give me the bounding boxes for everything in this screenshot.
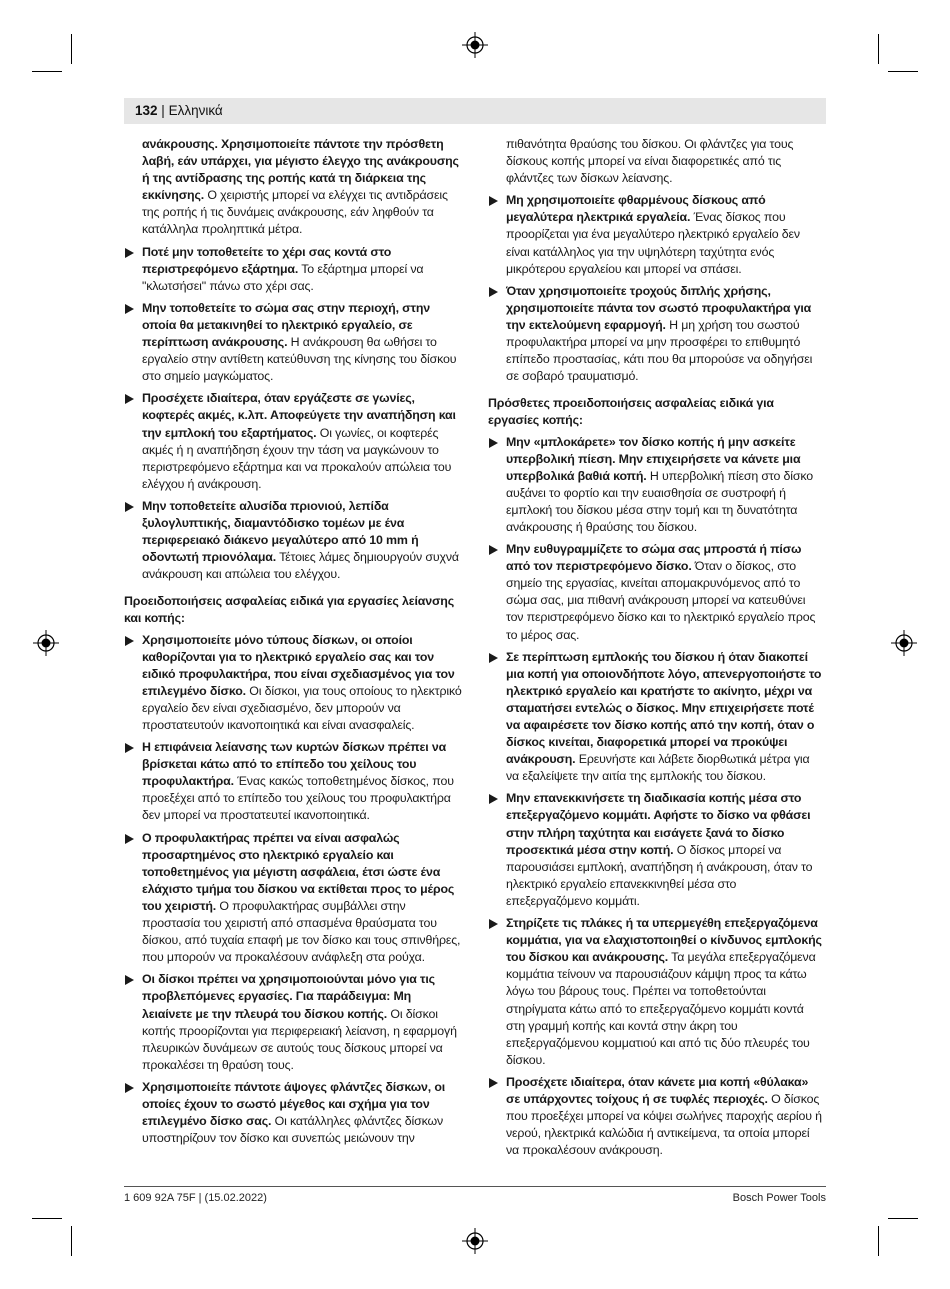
footer-doc-number: 1 609 92A 75F | (15.02.2022) xyxy=(124,1192,267,1204)
item-bold: Προσέχετε ιδιαίτερα, όταν εργάζεστε σε γωνίες, κοφτερές ακμές, κ.λπ. Αποφεύγετε την αναπήδηση και την εμπλοκή του εξαρτήματος. xyxy=(142,391,456,440)
list-item xyxy=(488,192,825,277)
bullet-arrow-icon xyxy=(125,636,134,646)
page-number: 132 xyxy=(135,103,158,118)
list-item xyxy=(488,790,825,910)
item-bold: Οι δίσκοι πρέπει να χρησιμοποιούνται μόνο για τις προβλεπόμενες εργασίες. Για παράδειγμα: Μη λειαίνετε με την πλευρά του δίσκου κοπής. xyxy=(142,972,435,1021)
item-bold: Μη χρησιμοποιείτε φθαρμένους δίσκους από μεγαλύτερα ηλεκτρικά εργαλεία. xyxy=(506,193,766,225)
bullet-arrow-icon xyxy=(489,438,498,448)
bullet-arrow-icon xyxy=(125,502,134,512)
bullet-arrow-icon xyxy=(489,287,498,297)
left-column xyxy=(124,136,462,1152)
list-item xyxy=(488,1074,825,1159)
list-item xyxy=(124,1079,462,1147)
lead-paragraph xyxy=(142,136,462,239)
list-item xyxy=(124,498,462,583)
bullet-arrow-icon xyxy=(125,975,134,985)
bullet-arrow-icon xyxy=(125,248,134,258)
bullet-arrow-icon xyxy=(125,304,134,314)
crop-mark xyxy=(878,1226,879,1256)
list-item xyxy=(124,300,462,385)
bullet-arrow-icon xyxy=(489,196,498,206)
list-item xyxy=(124,632,462,735)
registration-mark-bottom xyxy=(462,1228,488,1254)
bullet-arrow-icon xyxy=(489,1078,498,1088)
item-normal: Οι γωνίες, οι κοφτερές ακμές ή η αναπήδηση έχουν την τάση να μαγκώνουν το περιστρεφόμενο εξάρτημα και να προκαλούν απώλεια του ελέγχου ή ανάκρουση. xyxy=(142,425,452,491)
item-bold: Μην ευθυγραμμίζετε το σώμα σας μπροστά ή πίσω από τον περιστρεφόμενο δίσκο. xyxy=(506,542,802,574)
item-normal: Η ανάκρουση θα ωθήσει το εργαλείο στην αντίθετη κατεύθυνση της κίνησης του δίσκου στο σημείο μαγκώματος. xyxy=(142,335,457,384)
item-normal: Ο προφυλακτήρας συμβάλλει στην προστασία του χειριστή από σπασμένα θραύσματα του δίσκου, από τυχαία επαφή με τον δίσκο και τους σπινθήρες, που μπορούν να προκαλέσουν ανάφλεξη στα ρούχα. xyxy=(142,898,461,965)
item-bold: Η επιφάνεια λείανσης των κυρτών δίσκων πρέπει να βρίσκεται κάτω από το επίπεδο του χείλους του προφυλακτήρα. xyxy=(142,740,447,789)
crop-mark xyxy=(32,71,62,72)
header-language: Ελληνικά xyxy=(168,103,223,118)
item-normal: Οι κατάλληλες φλάντζες δίσκων υποστηρίζουν τον δίσκο και συνεπώς μειώνουν την xyxy=(142,1114,444,1146)
item-bold: Όταν χρησιμοποιείτε τροχούς διπλής χρήσης, χρησιμοποιείτε πάντα τον σωστό προφυλακτήρα για την εκτελούμενη εφαρμογή. xyxy=(506,283,812,332)
item-bold: Ποτέ μην τοποθετείτε το χέρι σας κοντά στο περιστρεφόμενο εξάρτημα. xyxy=(142,244,392,276)
item-bold: Χρησιμοποιείτε μόνο τύπους δίσκων, οι οποίοι καθορίζονται για το ηλεκτρικό εργαλείο σας και τον ειδικό προφυλακτήρα, που είναι σχεδιασμένος για τον επιλεγμένο δίσκο. xyxy=(142,632,455,698)
crop-mark xyxy=(888,71,918,72)
lead-normal: Ο χειριστής μπορεί να ελέγχει τις αντιδράσεις της ροπής ή τις δυνάμεις ανάκρουσης, εάν ληφθούν τα κατάλληλα προληπτικά μέτρα. xyxy=(142,188,448,237)
page-header-band xyxy=(124,98,826,124)
crop-mark xyxy=(32,1218,62,1219)
bullet-arrow-icon xyxy=(125,1083,134,1093)
bullet-arrow-icon xyxy=(489,653,498,663)
item-bold: Ο προφυλακτήρας πρέπει να είναι ασφαλώς προσαρτημένος στο ηλεκτρικό εργαλείο και τοποθετημένος για μέγιστη ασφάλεια, έτσι ώστε ένα ελάχιστο τμήμα του δίσκου να εκτίθεται προς το μέρος του χειριστή. xyxy=(142,830,455,913)
item-normal: Η μη χρήση του σωστού προφυλακτήρα μπορεί να μην προσφέρει το επιθυμητό επίπεδο προστασίας, κάτι που θα μπορούσε να οδηγήσει σε σοβαρό τραυματισμό. xyxy=(506,317,813,384)
right-column xyxy=(488,136,825,1164)
item-normal: Ο δίσκος που προεξέχει μπορεί να κόψει σωλήνες παροχής αερίου ή νερού, ηλεκτρικά καλώδια ή αντικείμενα, τα οποία μπορεί να προκαλέσουν ανάκρουση. xyxy=(506,1091,822,1158)
page-header xyxy=(135,103,223,119)
list-item xyxy=(488,283,825,386)
registration-mark-top xyxy=(462,32,488,58)
item-normal: Όταν ο δίσκος, στο σημείο της εργασίας, κινείται απομακρυνόμενος από το σώμα σας, μια πιθανή ανάκρουση μπορεί να κατευθύνει τον περιστρεφόμενο δίσκο και το ηλεκτρικό εργαλείο προς το μέρος σας. xyxy=(506,559,816,642)
bullet-arrow-icon xyxy=(125,834,134,844)
list-item xyxy=(124,971,462,1074)
list-item xyxy=(124,390,462,493)
header-separator: | xyxy=(161,103,169,118)
bullet-arrow-icon xyxy=(489,545,498,555)
item-normal: Οι δίσκοι, για τους οποίους το ηλεκτρικό εργαλείο δεν είναι σχεδιασμένο, δεν μπορούν να προστατευτούν ικανοποιητικά και είναι ανασφαλείς. xyxy=(142,683,462,732)
registration-mark-left xyxy=(33,630,59,656)
list-item xyxy=(488,434,825,537)
footer-brand: Bosch Power Tools xyxy=(732,1192,826,1204)
item-normal: Τέτοιες λάμες δημιουργούν συχνά ανάκρουση και απώλεια του ελέγχου. xyxy=(142,550,459,582)
bullet-arrow-icon xyxy=(125,743,134,753)
crop-mark xyxy=(71,1226,72,1256)
footer-rule xyxy=(124,1186,826,1187)
list-item xyxy=(488,915,825,1069)
item-normal: Ερευνήστε και λάβετε διορθωτικά μέτρα για να εξαλείψετε την αιτία της εμπλοκής του δίσκου. xyxy=(506,752,810,784)
item-normal: Ένας κακώς τοποθετημένος δίσκος, που προεξέχει από το επίπεδο του χείλους του προφυλακτήρα δεν μπορεί να προστατευτεί ικανοποιητικά. xyxy=(142,774,454,823)
registration-mark-right xyxy=(891,630,917,656)
item-bold: Προσέχετε ιδιαίτερα, όταν κάνετε μια κοπή «θύλακα» σε υπάρχοντες τοίχους ή σε τυφλές περιοχές. xyxy=(506,1074,809,1106)
bullet-arrow-icon xyxy=(125,394,134,404)
bullet-arrow-icon xyxy=(489,919,498,929)
item-normal: Το εξάρτημα μπορεί να "κλωτσήσει" πάνω στο χέρι σας. xyxy=(142,261,424,293)
item-bold: Μην τοποθετείτε το σώμα σας στην περιοχή, στην οποία θα μετακινηθεί το ηλεκτρικό εργαλείο, σε περίπτωση ανάκρουσης. xyxy=(142,300,431,350)
list-item xyxy=(488,541,825,644)
crop-mark xyxy=(878,34,879,64)
item-normal: Ένας δίσκος που προορίζεται για ένα μεγαλύτερο ηλεκτρικό εργαλείο δεν είναι κατάλληλος για την υψηλότερη ταχύτητα ενός μικρότερου εργαλείου και μπορεί να σπάσει. xyxy=(506,210,800,276)
list-item xyxy=(488,649,825,786)
list-item xyxy=(124,244,462,295)
item-bold: Μην «μπλοκάρετε» τον δίσκο κοπής ή μην ασκείτε υπερβολική πίεση. Μην επιχειρήσετε να κάνετε μια υπερβολικά βαθιά κοπή. xyxy=(506,434,801,483)
item-normal: Η υπερβολική πίεση στο δίσκο αυξάνει το φορτίο και την ευαισθησία σε συστροφή ή εμπλοκή του δίσκου μέσα στην τομή και τη δυνατότητα ανάκρουσης ή θραύσης του δίσκου. xyxy=(506,468,813,534)
item-normal: Οι δίσκοι κοπής προορίζονται για περιφερειακή λείανση, η εφαρμογή πλευρικών δυνάμεων σε αυτούς τους δίσκους μπορεί να προκαλέσει τη θραύση τους. xyxy=(142,1006,457,1072)
crop-mark xyxy=(71,34,72,64)
item-normal: Τα μεγάλα επεξεργαζόμενα κομμάτια τείνουν να παρουσιάζουν κάμψη προς τα κάτω λόγω του βάρους τους. Πρέπει να τοποθετούνται στηρίγματα κάτω από το επεξεργαζόμενο κομμάτι κοντά στη γραμμή κοπής και κοντά στην άκρη του επεξεργαζόμενου κομματιού και από τις δύο πλευρές του δίσκου. xyxy=(506,950,816,1067)
item-bold: Χρησιμοποιείτε πάντοτε άψογες φλάντζες δίσκων, οι οποίες έχουν το σωστό μέγεθος και σχήμα για τον επιλεγμένο δίσκο σας. xyxy=(142,1079,446,1129)
continuation-paragraph: πιθανότητα θραύσης του δίσκου. Οι φλάντζες για τους δίσκους κοπής μπορεί να είναι διαφορετικές από τις φλάντζες των δίσκων λείανσης. xyxy=(506,137,794,186)
item-bold: Στηρίζετε τις πλάκες ή τα υπερμεγέθη επεξεργαζόμενα κομμάτια, για να ελαχιστοποιηθεί ο κίνδυνος εμπλοκής του δίσκου και ανάκρουσης. xyxy=(506,916,822,965)
bullet-arrow-icon xyxy=(489,794,498,804)
item-bold: Σε περίπτωση εμπλοκής του δίσκου ή όταν διακοπεί μια κοπή για οποιονδήποτε λόγο, απενεργοποιήστε το ηλεκτρικό εργαλείο και κρατήστε το ακίνητο, μέχρι να σταματήσει εντελώς ο δίσκος. Μην επιχειρήσετε ποτέ να αφαιρέσετε τον δίσκο κοπής από την κοπή, όταν ο δίσκος κινείται, διαφορετικά μπορεί να προκύψει ανάκρουση. xyxy=(506,649,822,767)
lead-bold: ανάκρουσης. Χρησιμοποιείτε πάντοτε την πρόσθετη λαβή, εάν υπάρχει, για μέγιστο έλεγχο της ανάκρουσης ή της αντίδρασης της ροπής κατά τη διάρκεια της εκκίνησης. xyxy=(142,137,459,203)
item-normal: Ο δίσκος μπορεί να παρουσιάσει εμπλοκή, αναπήδηση ή ανάκρουση, όταν το ηλεκτρικό εργαλείο επανεκκινηθεί μέσα στο επεξεργαζόμενο κομμάτι. xyxy=(506,842,813,908)
item-bold: Μην επανεκκινήσετε τη διαδικασία κοπής μέσα στο επεξεργαζόμενο κομμάτι. Αφήστε το δίσκο να φθάσει στην πλήρη ταχύτητα και εισάγετε ξανά το δίσκο προσεκτικά μέσα στην κοπή. xyxy=(506,791,811,857)
crop-mark xyxy=(888,1218,918,1219)
list-item xyxy=(124,830,462,967)
item-bold: Μην τοποθετείτε αλυσίδα πριονιού, λεπίδα ξυλογλυπτικής, διαμαντόδισκο τομέων με ένα περιφερειακό διάκενο μεγαλύτερο από 10 mm ή οδοντωτή πριονόλαμα. xyxy=(142,498,419,565)
section-heading-grinding-cutting: Προειδοποιήσεις ασφαλείας ειδικά για εργασίες λείανσης και κοπής: xyxy=(124,594,455,626)
section-heading-cutting: Πρόσθετες προειδοποιήσεις ασφαλείας ειδικά για εργασίες κοπής: xyxy=(488,396,774,428)
list-item xyxy=(124,739,462,824)
